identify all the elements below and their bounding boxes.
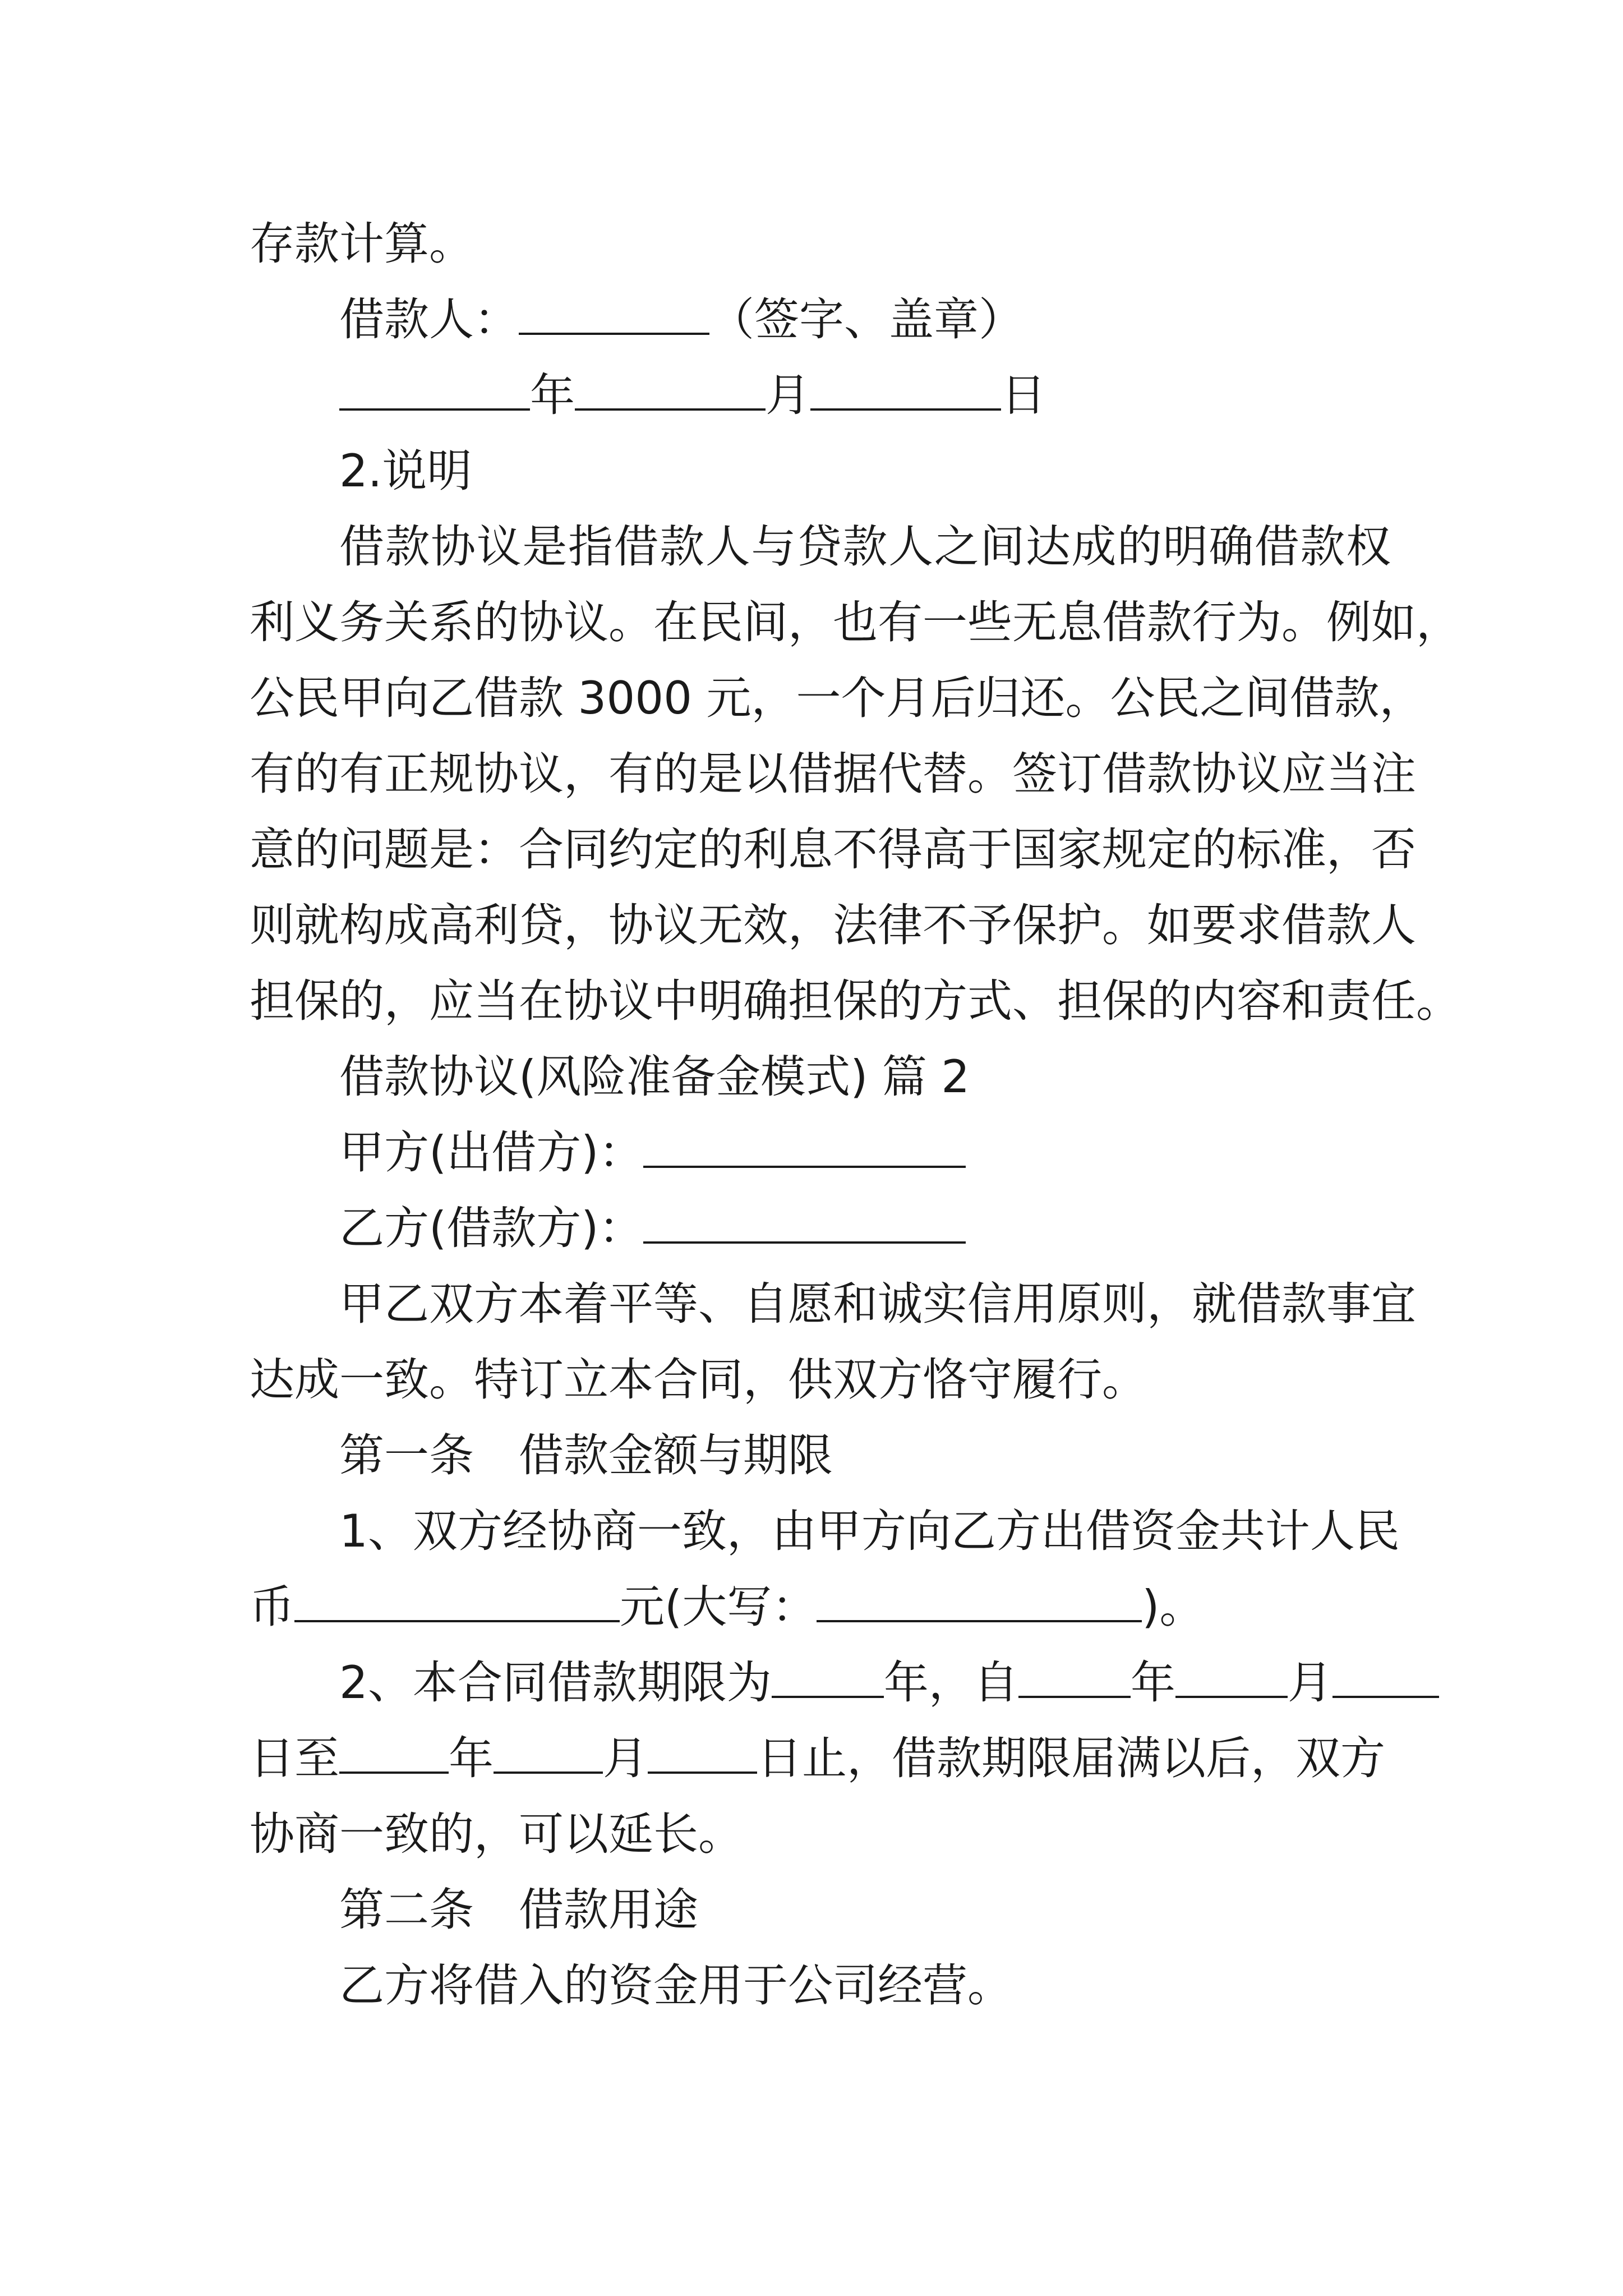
end-day-blank[interactable]	[648, 1728, 757, 1774]
text-span: 存款计算。	[250, 218, 474, 270]
paragraph-line: 甲乙双方本着平等、自愿和诚实信用原则，就借款事宜	[339, 1278, 1416, 1330]
term-line	[250, 1725, 1385, 1792]
article-heading	[339, 1422, 833, 1489]
month-label: 月	[766, 369, 810, 421]
amount-blank[interactable]	[294, 1576, 620, 1622]
article-title: 第一条 借款金额与期限	[339, 1429, 833, 1481]
day-blank[interactable]	[810, 365, 1001, 411]
article-heading	[339, 1876, 698, 1944]
text-line	[250, 210, 474, 278]
year-label: 年	[530, 369, 575, 421]
paragraph-line: 则就构成高利贷，协议无效，法律不予保护。如要求借款人	[250, 899, 1416, 951]
paragraph-line: 利义务关系的协议。在民间，也有一些无息借款行为。例如，	[250, 596, 1461, 648]
term-line	[339, 1649, 1439, 1717]
paragraph-line: 公民甲向乙借款 3000 元，一个月后归还。公民之间借款，	[250, 672, 1424, 724]
month-blank[interactable]	[575, 365, 766, 411]
start-month-blank[interactable]	[1175, 1652, 1288, 1698]
party-a-line	[339, 1119, 966, 1186]
paragraph-line: 有的有正规协议，有的是以借据代替。签订借款协议应当注	[250, 748, 1416, 800]
text-span: )。	[1142, 1581, 1205, 1633]
text-span: 日止，借款期限届满以后，双方	[757, 1732, 1385, 1784]
amount-words-blank[interactable]	[817, 1576, 1142, 1622]
article-title: 第二条 借款用途	[339, 1884, 698, 1936]
term-label: 2、本合同借款期限为	[339, 1657, 772, 1709]
section-title: 2.说明	[339, 445, 472, 497]
text-span: 年	[1130, 1657, 1175, 1709]
paragraph-line: 借款协议是指借款人与贷款人之间达成的明确借款权	[339, 521, 1391, 573]
text-span: 乙方将借入的资金用于公司经营。	[339, 1959, 1012, 2012]
signature-note: （签字、盖章）	[709, 293, 1023, 346]
party-a-label: 甲方(出借方)：	[339, 1126, 644, 1179]
paragraph-line: 担保的，应当在协议中明确担保的方式、担保的内容和责任。	[250, 975, 1461, 1027]
party-b-label: 乙方(借款方)：	[339, 1202, 644, 1254]
borrower-blank[interactable]	[519, 289, 709, 335]
text-span: 年	[449, 1732, 494, 1784]
agreement-title-text: 借款协议(风险准备金模式) 篇 2	[339, 1051, 970, 1103]
amount-line	[250, 1573, 1204, 1641]
paragraph-line	[339, 1952, 1012, 2019]
year-blank[interactable]	[339, 365, 530, 411]
paragraph-line	[250, 1801, 743, 1868]
text-span: 达成一致。特订立本合同，供双方恪守履行。	[250, 1354, 1147, 1406]
party-a-blank[interactable]	[643, 1122, 966, 1168]
date-line	[339, 362, 1046, 429]
party-b-blank[interactable]	[643, 1198, 966, 1244]
clause-line: 1、双方经协商一致，由甲方向乙方出借资金共计人民	[339, 1505, 1400, 1557]
text-span: 日至	[250, 1732, 339, 1784]
amount-words-label: 元(大写：	[620, 1581, 817, 1633]
currency-label: 币	[250, 1581, 294, 1633]
day-label: 日	[1001, 369, 1046, 421]
start-day-blank[interactable]	[1332, 1652, 1439, 1698]
party-b-line	[339, 1195, 966, 1262]
text-span: 协商一致的，可以延长。	[250, 1808, 743, 1860]
text-span: 月	[1287, 1657, 1332, 1709]
text-span: 年，自	[883, 1657, 1018, 1709]
text-span: 月	[603, 1732, 648, 1784]
borrower-signature-line	[339, 286, 1023, 353]
end-month-blank[interactable]	[494, 1728, 603, 1774]
paragraph-line	[250, 1346, 1147, 1414]
section-heading	[339, 438, 472, 505]
agreement-title	[339, 1043, 970, 1111]
end-year-blank[interactable]	[339, 1728, 449, 1774]
term-years-blank[interactable]	[772, 1652, 884, 1698]
paragraph-line: 意的问题是：合同约定的利息不得高于国家规定的标准，否	[250, 823, 1416, 876]
start-year-blank[interactable]	[1018, 1652, 1131, 1698]
borrower-label: 借款人：	[339, 293, 519, 346]
